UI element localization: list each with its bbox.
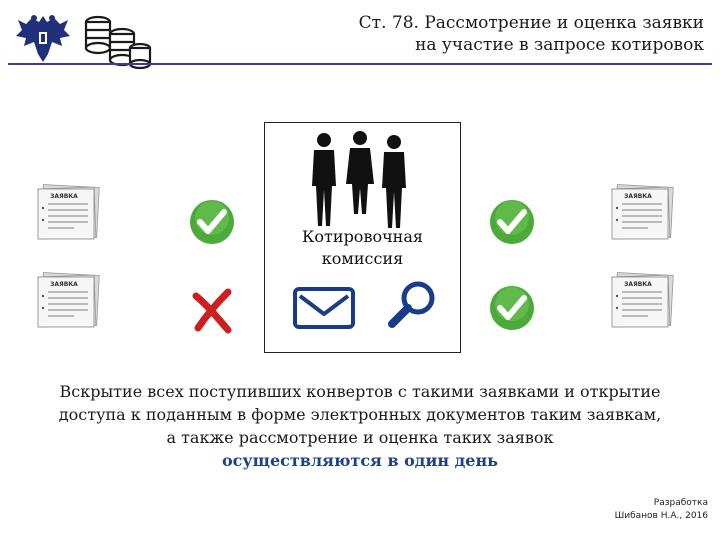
check-icon xyxy=(488,198,536,246)
check-icon xyxy=(488,284,536,332)
application-document-icon xyxy=(34,272,102,330)
cross-icon xyxy=(188,286,236,334)
author-credit xyxy=(615,497,708,523)
title-line-1: Ст. 78. Рассмотрение и оценка заявки xyxy=(358,13,704,33)
document-label: ЗАЯВКА xyxy=(624,193,652,200)
body-line-1: Вскрытие всех поступивших конвертов с такими заявками и открытие xyxy=(59,382,661,401)
double-headed-eagle-icon xyxy=(12,10,74,66)
header-divider xyxy=(8,63,712,65)
application-document-icon xyxy=(34,184,102,242)
body-highlight: осуществляются в один день xyxy=(221,451,499,470)
application-document-icon xyxy=(608,184,676,242)
credit-line-1: Разработка xyxy=(653,498,708,508)
body-line-2: доступа к поданным в форме электронных документов таким заявкам, xyxy=(58,405,662,424)
credit-line-2: Шибанов Н.А., 2016 xyxy=(614,511,708,521)
envelope-icon xyxy=(292,286,356,330)
document-label: ЗАЯВКА xyxy=(624,281,652,288)
slide-title xyxy=(284,12,704,56)
document-label: ЗАЯВКА xyxy=(50,281,78,288)
title-line-2: на участие в запросе котировок xyxy=(415,35,704,55)
committee-line-2: комиссия xyxy=(321,249,404,268)
committee-line-1: Котировочная xyxy=(302,227,423,246)
document-label: ЗАЯВКА xyxy=(50,193,78,200)
body-line-3: а также рассмотрение и оценка таких заявок xyxy=(166,428,554,447)
magnifier-icon xyxy=(382,280,442,332)
committee-label xyxy=(266,226,459,270)
check-icon xyxy=(188,198,236,246)
application-document-icon xyxy=(608,272,676,330)
body-text xyxy=(0,380,720,472)
people-silhouettes-icon xyxy=(300,130,420,230)
coin-stacks-icon xyxy=(82,12,152,70)
